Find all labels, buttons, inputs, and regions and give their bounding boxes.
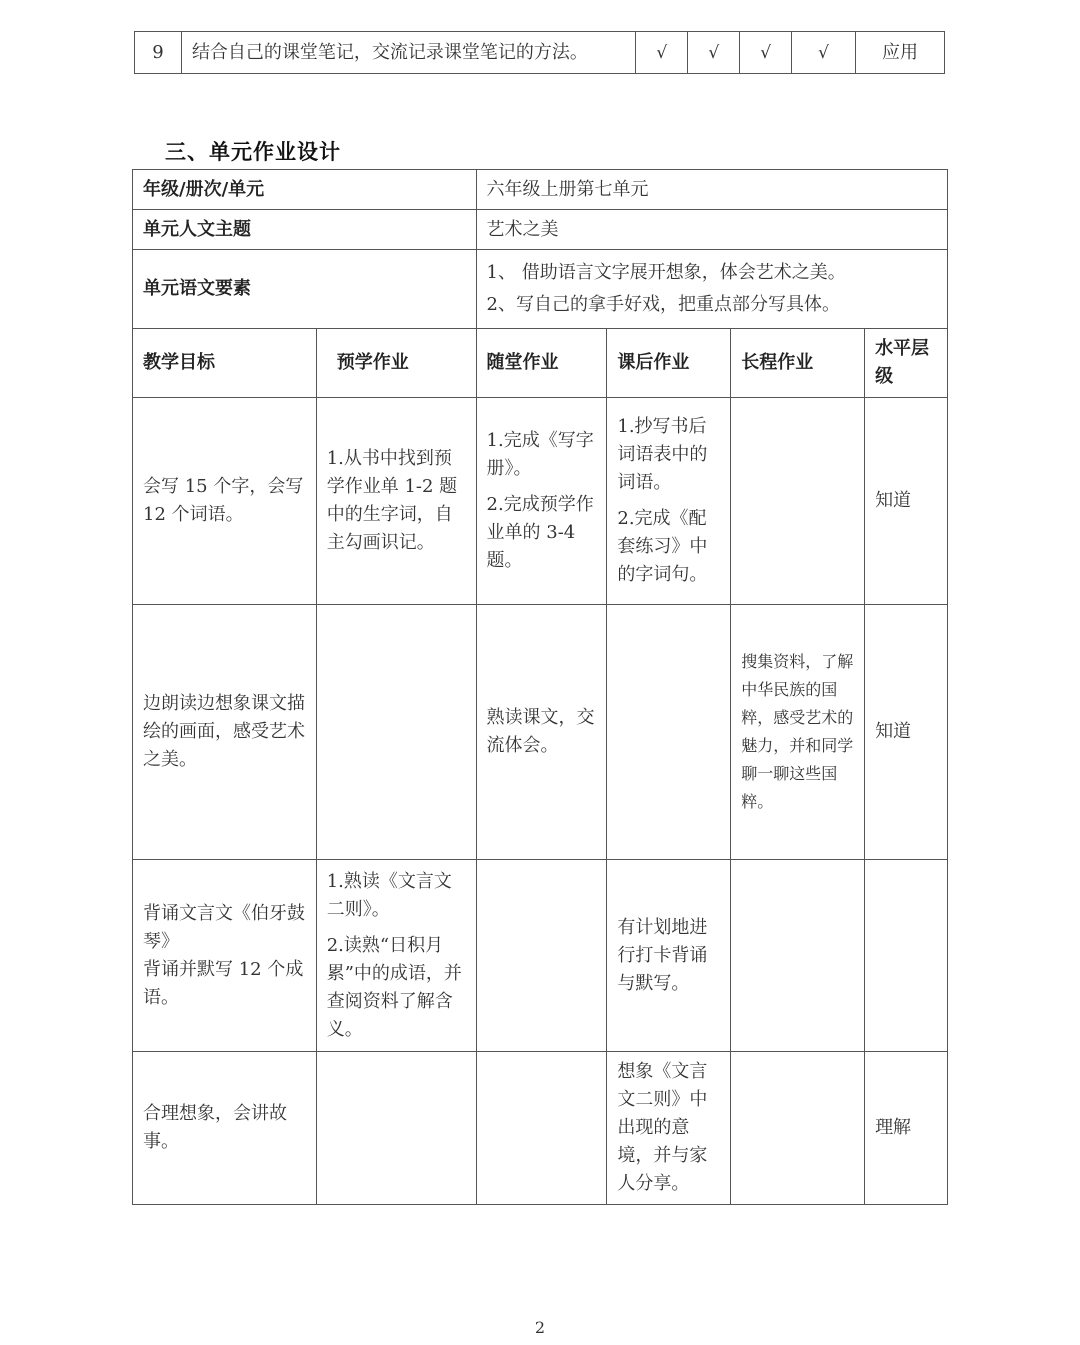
row-number: 9 bbox=[135, 32, 182, 74]
goal-cell: 边朗读边想象课文描绘的画面，感受艺术之美。 bbox=[133, 605, 317, 860]
table-row bbox=[133, 398, 948, 605]
inclass-cell bbox=[476, 860, 607, 1052]
long-cell bbox=[731, 1052, 865, 1205]
inclass-item: 熟读课文，交流体会。 bbox=[486, 707, 595, 756]
header-row bbox=[133, 329, 948, 398]
grade-label: 年级/册次/单元 bbox=[133, 170, 477, 210]
pre-cell bbox=[316, 398, 476, 605]
section-heading: 三、单元作业设计 bbox=[165, 140, 341, 164]
pre-item: 1.熟读《文言文二则》。 bbox=[326, 870, 452, 920]
elements-values bbox=[476, 250, 947, 329]
table-row bbox=[133, 1052, 948, 1205]
theme-value: 艺术之美 bbox=[476, 210, 947, 250]
header-inclass: 随堂作业 bbox=[476, 329, 607, 398]
check-mark: √ bbox=[792, 32, 856, 74]
after-item: 1.抄写书后词语表中的词语。 bbox=[617, 416, 708, 493]
homework-design-table bbox=[132, 169, 948, 1205]
long-cell bbox=[731, 398, 865, 605]
table-row bbox=[135, 32, 945, 74]
after-cell bbox=[607, 860, 731, 1052]
goal-line: 背诵文言文《伯牙鼓琴》 bbox=[143, 902, 305, 952]
after-item: 有计划地进行打卡背诵与默写。 bbox=[617, 916, 708, 994]
after-item: 2.完成《配套练习》中的字词句。 bbox=[617, 508, 708, 585]
long-cell bbox=[731, 605, 865, 860]
objectives-table-last-row bbox=[134, 31, 945, 74]
table-row bbox=[133, 210, 948, 250]
header-long: 长程作业 bbox=[731, 329, 865, 398]
inclass-item: 2.完成预学作业单的 3-4 题。 bbox=[486, 494, 594, 571]
goal-line: 背诵并默写 12 个成语。 bbox=[143, 958, 304, 1008]
level-cell: 理解 bbox=[865, 1052, 948, 1205]
pre-cell bbox=[316, 860, 476, 1052]
level-cell: 知道 bbox=[865, 398, 948, 605]
after-cell bbox=[607, 1052, 731, 1205]
pre-item: 1.从书中找到预学作业单 1-2 题中的生字词，自主勾画识记。 bbox=[326, 448, 458, 553]
elements-label: 单元语文要素 bbox=[133, 250, 477, 329]
theme-label: 单元人文主题 bbox=[133, 210, 477, 250]
after-cell bbox=[607, 605, 731, 860]
inclass-item: 1.完成《写字册》。 bbox=[486, 430, 594, 479]
check-mark: √ bbox=[636, 32, 688, 74]
goal-cell: 合理想象，会讲故事。 bbox=[133, 1052, 317, 1205]
inclass-cell bbox=[476, 398, 607, 605]
element-item: 1、 借助语言文字展开想象，体会艺术之美。 bbox=[486, 262, 846, 283]
long-cell bbox=[731, 860, 865, 1052]
objective-text: 结合自己的课堂笔记，交流记录课堂笔记的方法。 bbox=[181, 32, 635, 74]
grade-value: 六年级上册第七单元 bbox=[476, 170, 947, 210]
inclass-cell bbox=[476, 1052, 607, 1205]
page-number: 2 bbox=[534, 1318, 546, 1337]
header-level: 水平层级 bbox=[865, 329, 948, 398]
table-row bbox=[133, 250, 948, 329]
level-cell bbox=[865, 860, 948, 1052]
after-cell bbox=[607, 398, 731, 605]
header-after: 课后作业 bbox=[607, 329, 731, 398]
goal-cell bbox=[133, 860, 317, 1052]
pre-cell bbox=[316, 1052, 476, 1205]
table-row bbox=[133, 170, 948, 210]
pre-item: 2.读熟“日积月累”中的成语，并查阅资料了解含义。 bbox=[326, 934, 462, 1040]
long-item: 搜集资料，了解中华民族的国粹，感受艺术的魅力，并和同学聊一聊这些国粹。 bbox=[741, 652, 854, 811]
level-cell: 应用 bbox=[856, 32, 945, 74]
table-row bbox=[133, 605, 948, 860]
check-mark: √ bbox=[688, 32, 740, 74]
header-goal: 教学目标 bbox=[133, 329, 317, 398]
header-pre: 预学作业 bbox=[316, 329, 476, 398]
level-cell: 知道 bbox=[865, 605, 948, 860]
goal-cell: 会写 15 个字，会写 12 个词语。 bbox=[133, 398, 317, 605]
after-item: 想象《文言文二则》中出现的意境，并与家人分享。 bbox=[617, 1061, 708, 1194]
check-mark: √ bbox=[740, 32, 792, 74]
element-item: 2、写自己的拿手好戏，把重点部分写具体。 bbox=[486, 294, 840, 315]
table-row bbox=[133, 860, 948, 1052]
inclass-cell bbox=[476, 605, 607, 860]
pre-cell bbox=[316, 605, 476, 860]
